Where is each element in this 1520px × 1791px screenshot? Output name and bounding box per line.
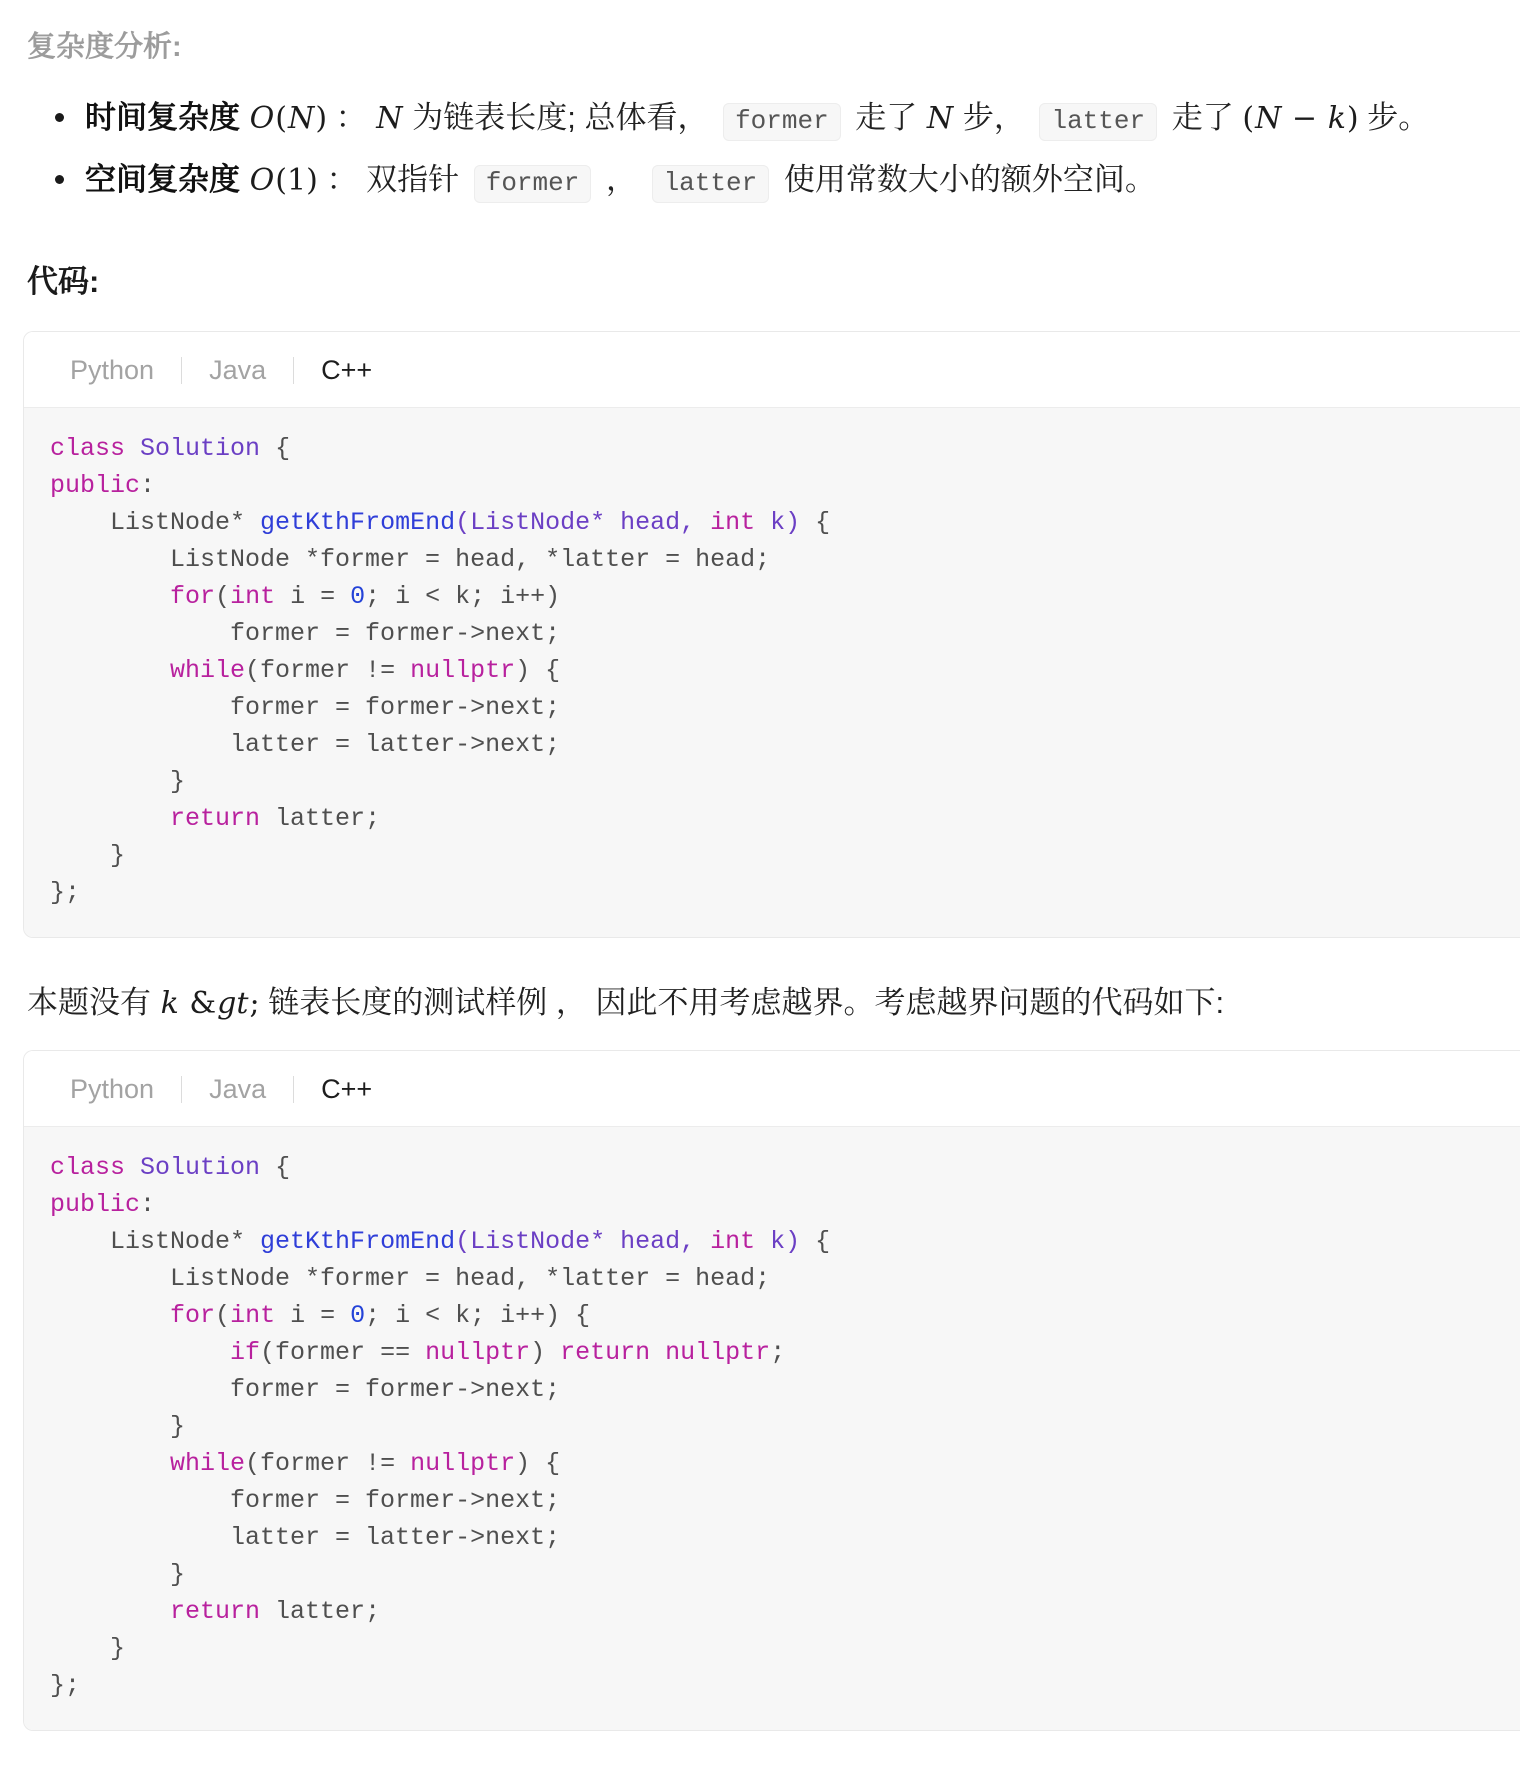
code-line: public: xyxy=(50,471,156,500)
code xyxy=(50,1149,1500,1704)
tab-separator xyxy=(293,1076,294,1103)
inline-code: latter xyxy=(652,165,770,203)
code-line: ListNode* getKthFromEnd(ListNode* head, int k) { xyxy=(50,1227,831,1256)
tab-cpp[interactable]: C++ xyxy=(321,355,373,385)
bold-term: 空间复杂度 xyxy=(85,162,249,197)
inline-code: latter xyxy=(1039,103,1157,141)
code-line: return latter; xyxy=(170,1597,381,1626)
math-expression: (N − k) xyxy=(1242,101,1359,136)
code-line: former = former->next; xyxy=(50,1375,561,1404)
code-line: former = former->next; xyxy=(50,619,561,648)
tab-cpp[interactable]: C++ xyxy=(321,1074,373,1104)
code-line: } xyxy=(50,1634,126,1663)
language-tab-bar xyxy=(24,332,1520,407)
code-heading: 代码: xyxy=(27,264,100,299)
math-expression: N xyxy=(926,101,954,136)
code-line: ListNode *former = head, *latter = head; xyxy=(50,1264,771,1293)
code-block-1 xyxy=(23,331,1520,938)
code-line: return latter; xyxy=(170,804,381,833)
math-expression: O(1) xyxy=(249,163,318,198)
code-line: ListNode* getKthFromEnd(ListNode* head, int k) { xyxy=(50,508,831,537)
math-expression: N xyxy=(376,101,403,136)
code-line: if(former == nullptr) return nullptr; xyxy=(230,1338,786,1367)
code-line: } xyxy=(50,841,126,870)
tab-python[interactable]: Python xyxy=(70,355,155,385)
code-line: }; xyxy=(50,878,81,907)
code-line: class Solution { xyxy=(50,1153,291,1182)
inline-code: former xyxy=(723,103,841,141)
bullet-item: 空间复杂度 O(1) ： 双指针 former ， latter 使用常数大小的额外空间。 xyxy=(85,153,1520,210)
code-line: former = former->next; xyxy=(50,1486,561,1515)
bold-term: 时间复杂度 xyxy=(85,100,249,135)
inline-code: former xyxy=(474,165,592,203)
code-line: former = former->next; xyxy=(50,693,561,722)
tab-separator xyxy=(181,1076,182,1103)
math-expression: O(N) xyxy=(249,101,328,136)
code-line: latter = latter->next; xyxy=(50,730,561,759)
code-line: } xyxy=(50,1560,186,1589)
tab-java[interactable]: Java xyxy=(209,355,267,385)
code-area xyxy=(24,407,1520,937)
code xyxy=(50,430,1500,911)
code-line: ListNode *former = head, *latter = head; xyxy=(50,545,771,574)
tab-java[interactable]: Java xyxy=(209,1074,267,1104)
tab-python[interactable]: Python xyxy=(70,1074,155,1104)
tab-separator xyxy=(181,357,182,384)
code-area xyxy=(24,1126,1520,1730)
code-line: for(int i = 0; i < k; i++) xyxy=(170,582,561,611)
code-line: latter = latter->next; xyxy=(50,1523,561,1552)
code-line: while(former != nullptr) { xyxy=(170,1449,561,1478)
code-line: } xyxy=(50,767,186,796)
math-expression: k &gt; xyxy=(160,986,260,1021)
note-paragraph: 本题没有 k &gt; 链表长度的测试样例 ， 因此不用考虑越界。考虑越界问题的代码如下: xyxy=(27,985,1225,1021)
bullet-item: 时间复杂度 O(N) ： N 为链表长度; 总体看， former 走了 N 步， latter 走了 (N − k) 步。 xyxy=(85,91,1520,148)
language-tab-bar xyxy=(24,1051,1520,1126)
code-line: public: xyxy=(50,1190,156,1219)
tab-separator xyxy=(293,357,294,384)
code-block-2 xyxy=(23,1050,1520,1731)
code-line: } xyxy=(50,1412,186,1441)
code-line: class Solution { xyxy=(50,434,291,463)
complexity-heading: 复杂度分析: xyxy=(27,31,182,63)
code-line: for(int i = 0; i < k; i++) { xyxy=(170,1301,591,1330)
complexity-list xyxy=(27,91,1520,210)
code-line: while(former != nullptr) { xyxy=(170,656,561,685)
code-line: }; xyxy=(50,1671,81,1700)
